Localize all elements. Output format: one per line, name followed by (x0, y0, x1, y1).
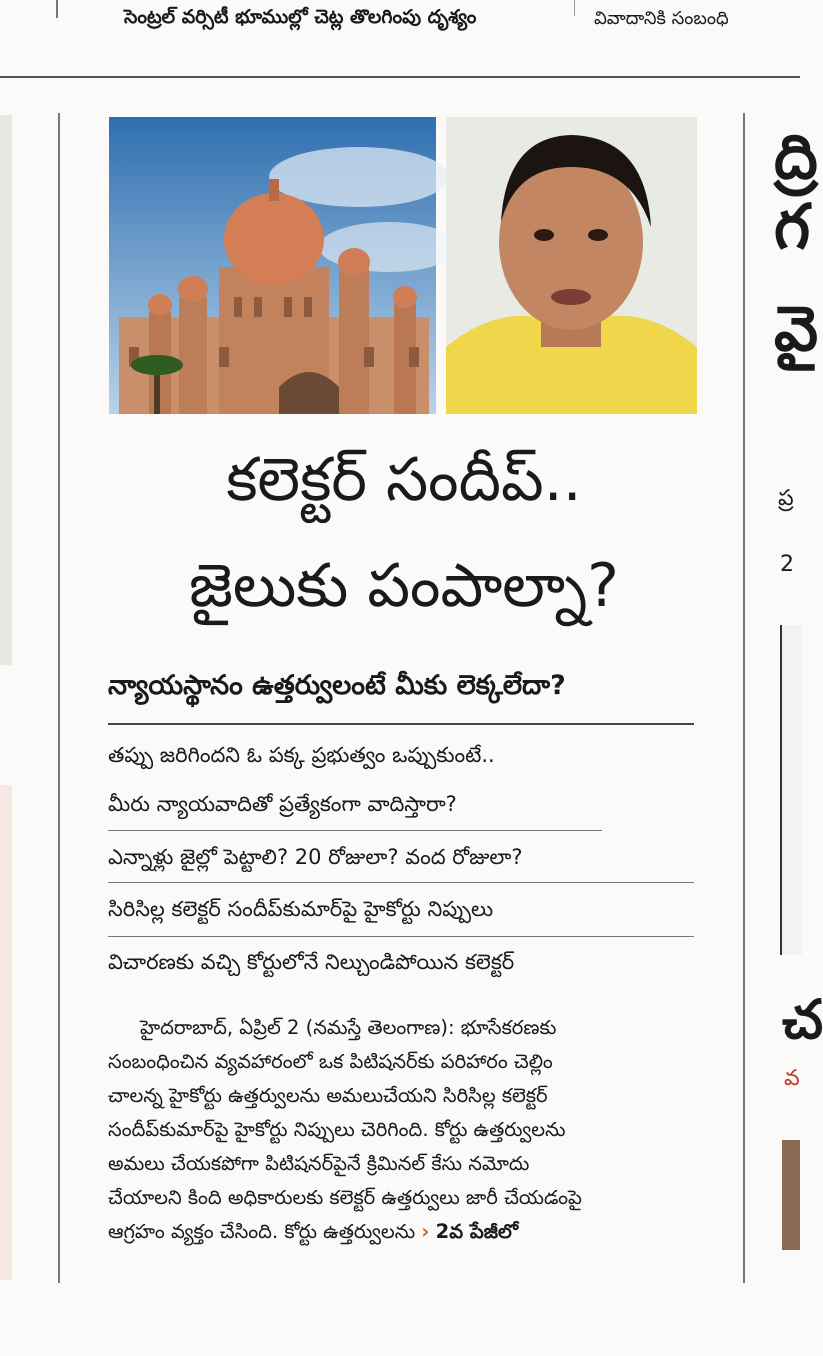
deck-rule (108, 936, 694, 937)
right-column-headline-fragment: గ (774, 190, 811, 263)
subheadline: న్యాయస్థానం ఉత్తర్వులంటే మీకు లెక్కలేదా? (108, 670, 566, 701)
deck-rule (108, 882, 694, 883)
body-line-text: ఆగ్రహం వ్యక్తం చేసింది. కోర్టు ఉత్తర్వులను (108, 1220, 416, 1243)
headline-line-2: జైలుకు పంపాల్నా? (189, 551, 619, 621)
right-column-box-fragment (780, 625, 802, 955)
subheadline-rule (108, 723, 694, 725)
column-rule (743, 113, 745, 1283)
right-column-text-fragment: 2 (780, 552, 794, 577)
right-column-headline-fragment: ద్రి (774, 120, 818, 193)
high-court-building-photo-icon (109, 117, 436, 414)
right-column-red-fragment: వ (784, 1066, 800, 1091)
body-line: చేయాలని కింది అధికారులకు కలెక్టర్ ఉత్తర్వులు జారీ చేయడంపై (108, 1186, 582, 1209)
photo-caption: సెంట్రల్ వర్సిటీ భూముల్లో చెట్ల తొలగింపు దృశ్యం (124, 6, 477, 28)
deck-line: విచారణకు వచ్చి కోర్టులోనే నిల్చుండిపోయిన కలెక్టర్ (108, 950, 515, 974)
deck-line: సిరిసిల్ల కలెక్టర్ సందీప్‌కుమార్‌పై హైకోర్టు నిప్పులు (108, 897, 494, 921)
body-line: సంబంధించిన వ్యవహారంలో ఒక పిటిషనర్‌కు పరిహారం చెల్లిం (108, 1050, 553, 1073)
high-court-building-photo (109, 117, 436, 414)
body-line-last (108, 1220, 518, 1248)
right-column-text-fragment: ప్ర (778, 486, 794, 511)
left-column-photo-fragment (0, 115, 12, 665)
column-rule (574, 0, 575, 16)
body-line: అమలు చేయకపోగా పిటిషనర్‌పైనే క్రిమినల్ కేసు నమోదు (108, 1152, 530, 1175)
body-line: చాలన్న హైకోర్టు ఉత్తర్వులను అమలుచేయని సిరిసిల్ల కలెక్టర్ (108, 1084, 548, 1107)
continue-reference: 2వ పేజీలో (435, 1220, 519, 1243)
collector-portrait-photo-icon (446, 117, 697, 414)
right-column-headline-fragment: వై (774, 292, 819, 365)
section-divider (0, 76, 800, 78)
deck-line: ఎన్నాళ్లు జైల్లో పెట్టాలి? 20 రోజులా? వంద రోజులా? (108, 845, 523, 869)
photo-caption-right: వివాదానికి సంబంధి (594, 8, 729, 29)
deck-rule (108, 830, 602, 831)
right-column-headline-fragment: చ (782, 988, 823, 1051)
column-rule (56, 0, 58, 18)
left-column-box-fragment (0, 785, 12, 1280)
column-rule (58, 113, 60, 1283)
headline-line-1: కలెక్టర్ సందీప్.. (226, 445, 582, 515)
continue-arrow-icon: › (421, 1220, 430, 1243)
right-column-photo-fragment (782, 1140, 800, 1250)
collector-portrait-photo (446, 117, 697, 414)
body-line: సందీప్‌కుమార్‌పై హైకోర్టు నిప్పులు చెరిగింది. కోర్టు ఉత్తర్వులను (108, 1118, 566, 1141)
deck-line: మీరు న్యాయవాదితో ప్రత్యేకంగా వాదిస్తారా? (108, 792, 457, 816)
body-line: హైదరాబాద్, ఏప్రిల్ 2 (నమస్తే తెలంగాణ): భూసేకరణకు (140, 1016, 557, 1039)
deck-line: తప్పు జరిగిందని ఓ పక్క ప్రభుత్వం ఒప్పుకుంటే.. (108, 743, 495, 767)
